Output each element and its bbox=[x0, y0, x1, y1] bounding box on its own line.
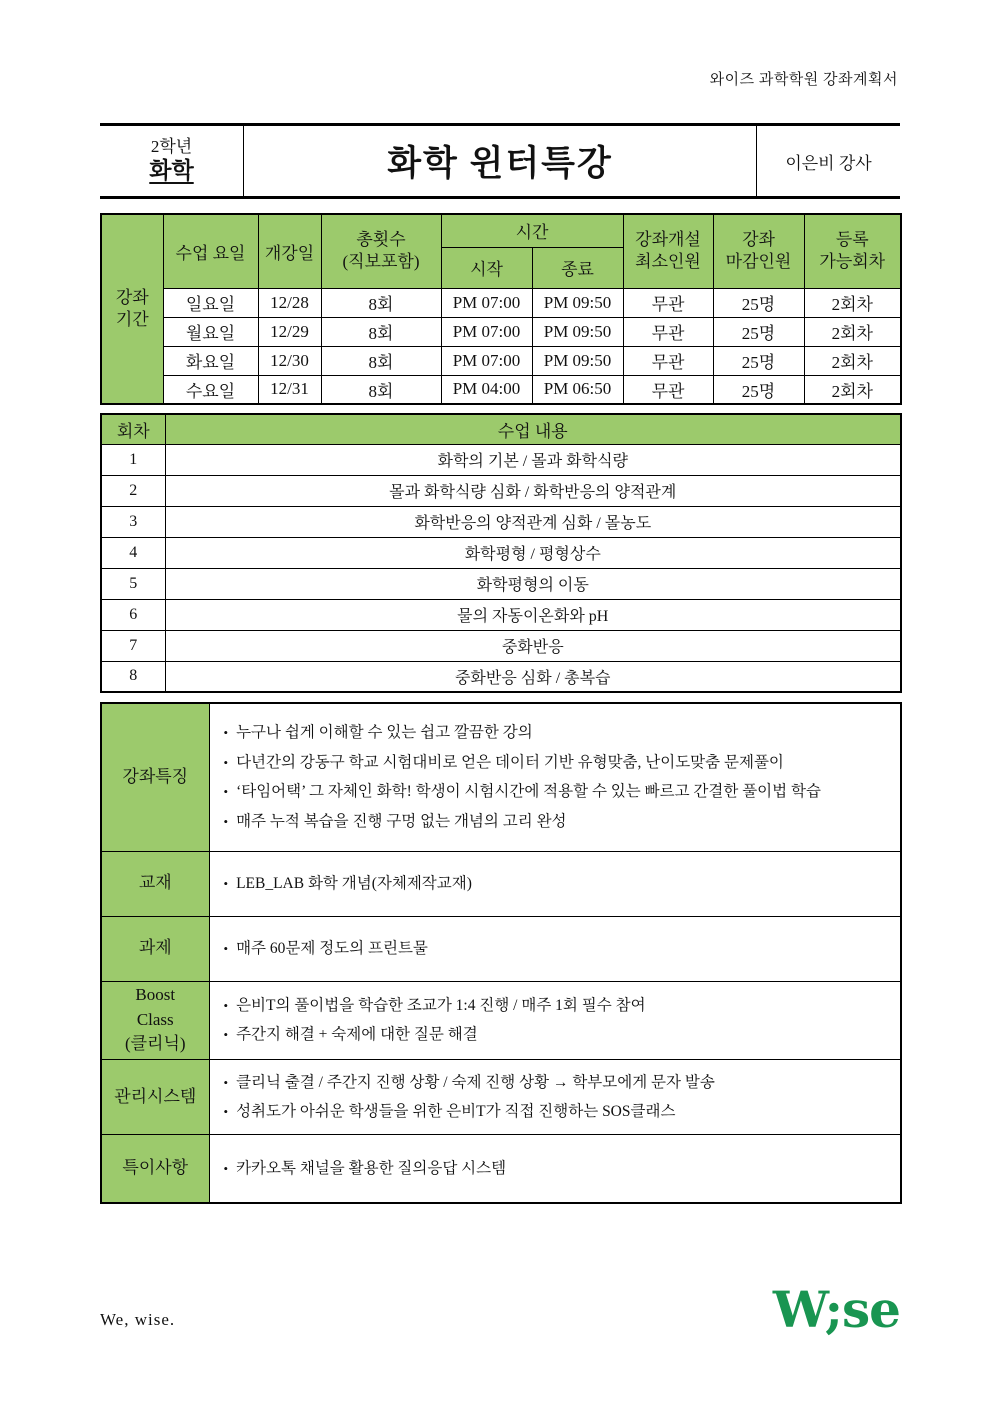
special-note-item: • 카카오톡 채널을 활용한 질의응답 시스템 bbox=[224, 1154, 887, 1183]
col-header-session: 회차 bbox=[101, 414, 165, 444]
details-row-special-note bbox=[101, 1135, 901, 1203]
course-header-band bbox=[100, 123, 900, 199]
col-header-time-end: 종료 bbox=[532, 247, 623, 288]
end-time-cell: PM 06:50 bbox=[532, 375, 623, 404]
date-cell: 12/29 bbox=[258, 317, 321, 346]
details-row-textbook bbox=[101, 851, 901, 916]
session-content-cell: 화학평형 / 평형상수 bbox=[165, 537, 901, 568]
session-no-cell: 8 bbox=[101, 661, 165, 692]
feature-item: • 다년간의 강동구 학교 시험대비로 얻은 데이터 기반 유형맞춤, 난이도맞춤 문제풀이 bbox=[224, 748, 887, 777]
day-cell: 일요일 bbox=[163, 288, 258, 317]
col-header-day: 수업 요일 bbox=[163, 214, 258, 288]
col-header-time: 시간 bbox=[441, 214, 623, 247]
textbook-content bbox=[209, 851, 901, 916]
period-label-line2: 기간 bbox=[115, 310, 149, 329]
register-cell: 2회차 bbox=[804, 375, 901, 404]
features-label-line: 강좌특징 bbox=[122, 766, 189, 786]
date-cell: 12/30 bbox=[258, 346, 321, 375]
special-note-label-line: 특이사항 bbox=[122, 1158, 189, 1178]
session-content-cell: 화학평형의 이동 bbox=[165, 568, 901, 599]
start-time-cell: PM 07:00 bbox=[441, 346, 532, 375]
textbook-label bbox=[101, 851, 209, 916]
min-header-line1: 강좌개설 bbox=[635, 230, 701, 250]
instructor-name: 이은비 강사 bbox=[785, 153, 872, 173]
grade-subject-cell bbox=[100, 126, 243, 196]
max-cell: 25명 bbox=[713, 317, 804, 346]
min-cell: 무관 bbox=[623, 288, 713, 317]
session-no-cell: 5 bbox=[101, 568, 165, 599]
details-row-boost-class bbox=[101, 981, 901, 1059]
curriculum-row bbox=[101, 444, 901, 475]
feature-item: • 누구나 쉽게 이해할 수 있는 쉽고 깔끔한 강의 bbox=[224, 718, 887, 747]
date-cell: 12/28 bbox=[258, 288, 321, 317]
features-content bbox=[209, 703, 901, 851]
day-cell: 월요일 bbox=[163, 317, 258, 346]
subject-label: 화학 bbox=[149, 158, 194, 184]
feature-item: • ‘타임어택’ 그 자체인 화학! 학생이 시험시간에 적용할 수 있는 빠르고 간결한 풀이법 학습 bbox=[224, 777, 887, 806]
session-content-cell: 화학반응의 양적관계 심화 / 몰농도 bbox=[165, 506, 901, 537]
curriculum-row bbox=[101, 630, 901, 661]
curriculum-row bbox=[101, 537, 901, 568]
boost-item: • 은비T의 풀이법을 학습한 조교가 1:4 진행 / 매주 1회 필수 참여 bbox=[224, 991, 887, 1020]
schedule-row bbox=[101, 346, 901, 375]
max-header-line1: 강좌 bbox=[742, 230, 775, 250]
session-no-cell: 3 bbox=[101, 506, 165, 537]
count-cell: 8회 bbox=[321, 346, 441, 375]
curriculum-row bbox=[101, 475, 901, 506]
session-no-cell: 6 bbox=[101, 599, 165, 630]
min-header-line2: 최소인원 bbox=[635, 252, 701, 272]
col-header-min bbox=[623, 214, 713, 288]
col-header-content: 수업 내용 bbox=[165, 414, 901, 444]
curriculum-row bbox=[101, 661, 901, 692]
count-cell: 8회 bbox=[321, 375, 441, 404]
max-cell: 25명 bbox=[713, 346, 804, 375]
document-type-label: 와이즈 과학학원 강좌계획서 bbox=[709, 72, 898, 88]
grade-label: 2학년 bbox=[150, 137, 193, 156]
day-cell: 수요일 bbox=[163, 375, 258, 404]
session-no-cell: 2 bbox=[101, 475, 165, 506]
col-header-start-date: 개강일 bbox=[258, 214, 321, 288]
features-label bbox=[101, 703, 209, 851]
schedule-row bbox=[101, 317, 901, 346]
day-cell: 화요일 bbox=[163, 346, 258, 375]
curriculum-row bbox=[101, 568, 901, 599]
col-header-count bbox=[321, 214, 441, 288]
schedule-row bbox=[101, 288, 901, 317]
schedule-table bbox=[100, 213, 902, 405]
max-cell: 25명 bbox=[713, 288, 804, 317]
textbook-label-line: 교재 bbox=[138, 873, 172, 893]
session-content-cell: 몰과 화학식량 심화 / 화학반응의 양적관계 bbox=[165, 475, 901, 506]
curriculum-row bbox=[101, 506, 901, 537]
count-cell: 8회 bbox=[321, 317, 441, 346]
curriculum-table bbox=[100, 413, 902, 693]
boost-label-line1: Boost bbox=[135, 985, 176, 1005]
session-no-cell: 1 bbox=[101, 444, 165, 475]
management-content bbox=[209, 1059, 901, 1135]
session-no-cell: 4 bbox=[101, 537, 165, 568]
homework-label bbox=[101, 916, 209, 981]
course-title: 화학 윈터특강 bbox=[387, 144, 613, 183]
details-row-management bbox=[101, 1059, 901, 1135]
end-time-cell: PM 09:50 bbox=[532, 288, 623, 317]
boost-class-label bbox=[101, 981, 209, 1059]
start-time-cell: PM 04:00 bbox=[441, 375, 532, 404]
count-header-line2: (직보포함) bbox=[342, 252, 420, 272]
register-header-line2: 가능회차 bbox=[819, 252, 886, 272]
homework-item: • 매주 60문제 정도의 프린트물 bbox=[224, 934, 887, 963]
max-cell: 25명 bbox=[713, 375, 804, 404]
boost-class-content bbox=[209, 981, 901, 1059]
register-header-line1: 등록 bbox=[835, 230, 869, 250]
boost-label-line2: Class bbox=[136, 1009, 174, 1029]
management-item: • 클리닉 출결 / 주간지 진행 상황 / 숙제 진행 상황 → 학부모에게 문자 발송 bbox=[224, 1068, 887, 1097]
start-time-cell: PM 07:00 bbox=[441, 317, 532, 346]
session-content-cell: 중화반응 bbox=[165, 630, 901, 661]
details-row-homework bbox=[101, 916, 901, 981]
special-note-content bbox=[209, 1135, 901, 1203]
management-item: • 성취도가 아쉬운 학생들을 위한 은비T가 직접 진행하는 SOS클래스 bbox=[224, 1097, 887, 1126]
boost-label-line3: (클리닉) bbox=[124, 1034, 186, 1054]
session-no-cell: 7 bbox=[101, 630, 165, 661]
feature-item: • 매주 누적 복습을 진행 구멍 없는 개념의 고리 완성 bbox=[224, 807, 887, 836]
schedule-period-label bbox=[101, 214, 163, 404]
details-row-features bbox=[101, 703, 901, 851]
session-content-cell: 중화반응 심화 / 총복습 bbox=[165, 661, 901, 692]
wise-logo: W;se bbox=[772, 1280, 900, 1339]
col-header-time-start: 시작 bbox=[441, 247, 532, 288]
schedule-row bbox=[101, 375, 901, 404]
register-cell: 2회차 bbox=[804, 317, 901, 346]
register-cell: 2회차 bbox=[804, 346, 901, 375]
min-cell: 무관 bbox=[623, 375, 713, 404]
details-table bbox=[100, 702, 902, 1204]
boost-item: • 주간지 해결 + 숙제에 대한 질문 해결 bbox=[224, 1020, 887, 1049]
homework-label-line: 과제 bbox=[138, 938, 172, 958]
curriculum-row bbox=[101, 599, 901, 630]
count-cell: 8회 bbox=[321, 288, 441, 317]
col-header-max bbox=[713, 214, 804, 288]
course-title-cell bbox=[243, 126, 756, 196]
date-cell: 12/31 bbox=[258, 375, 321, 404]
management-label-line: 관리시스템 bbox=[114, 1086, 197, 1106]
col-header-register bbox=[804, 214, 901, 288]
start-time-cell: PM 07:00 bbox=[441, 288, 532, 317]
end-time-cell: PM 09:50 bbox=[532, 317, 623, 346]
end-time-cell: PM 09:50 bbox=[532, 346, 623, 375]
register-cell: 2회차 bbox=[804, 288, 901, 317]
period-label-line1: 강좌 bbox=[115, 287, 149, 307]
homework-content bbox=[209, 916, 901, 981]
max-header-line2: 마감인원 bbox=[725, 252, 792, 272]
min-cell: 무관 bbox=[623, 317, 713, 346]
session-content-cell: 물의 자동이온화와 pH bbox=[165, 599, 901, 630]
session-content-cell: 화학의 기본 / 몰과 화학식량 bbox=[165, 444, 901, 475]
min-cell: 무관 bbox=[623, 346, 713, 375]
count-header-line1: 총횟수 bbox=[356, 230, 406, 250]
textbook-item: • LEB_LAB 화학 개념(자체제작교재) bbox=[224, 869, 887, 898]
instructor-cell bbox=[756, 126, 900, 196]
footer-slogan: We, wise. bbox=[100, 1310, 176, 1329]
management-label bbox=[101, 1059, 209, 1135]
special-note-label bbox=[101, 1135, 209, 1203]
